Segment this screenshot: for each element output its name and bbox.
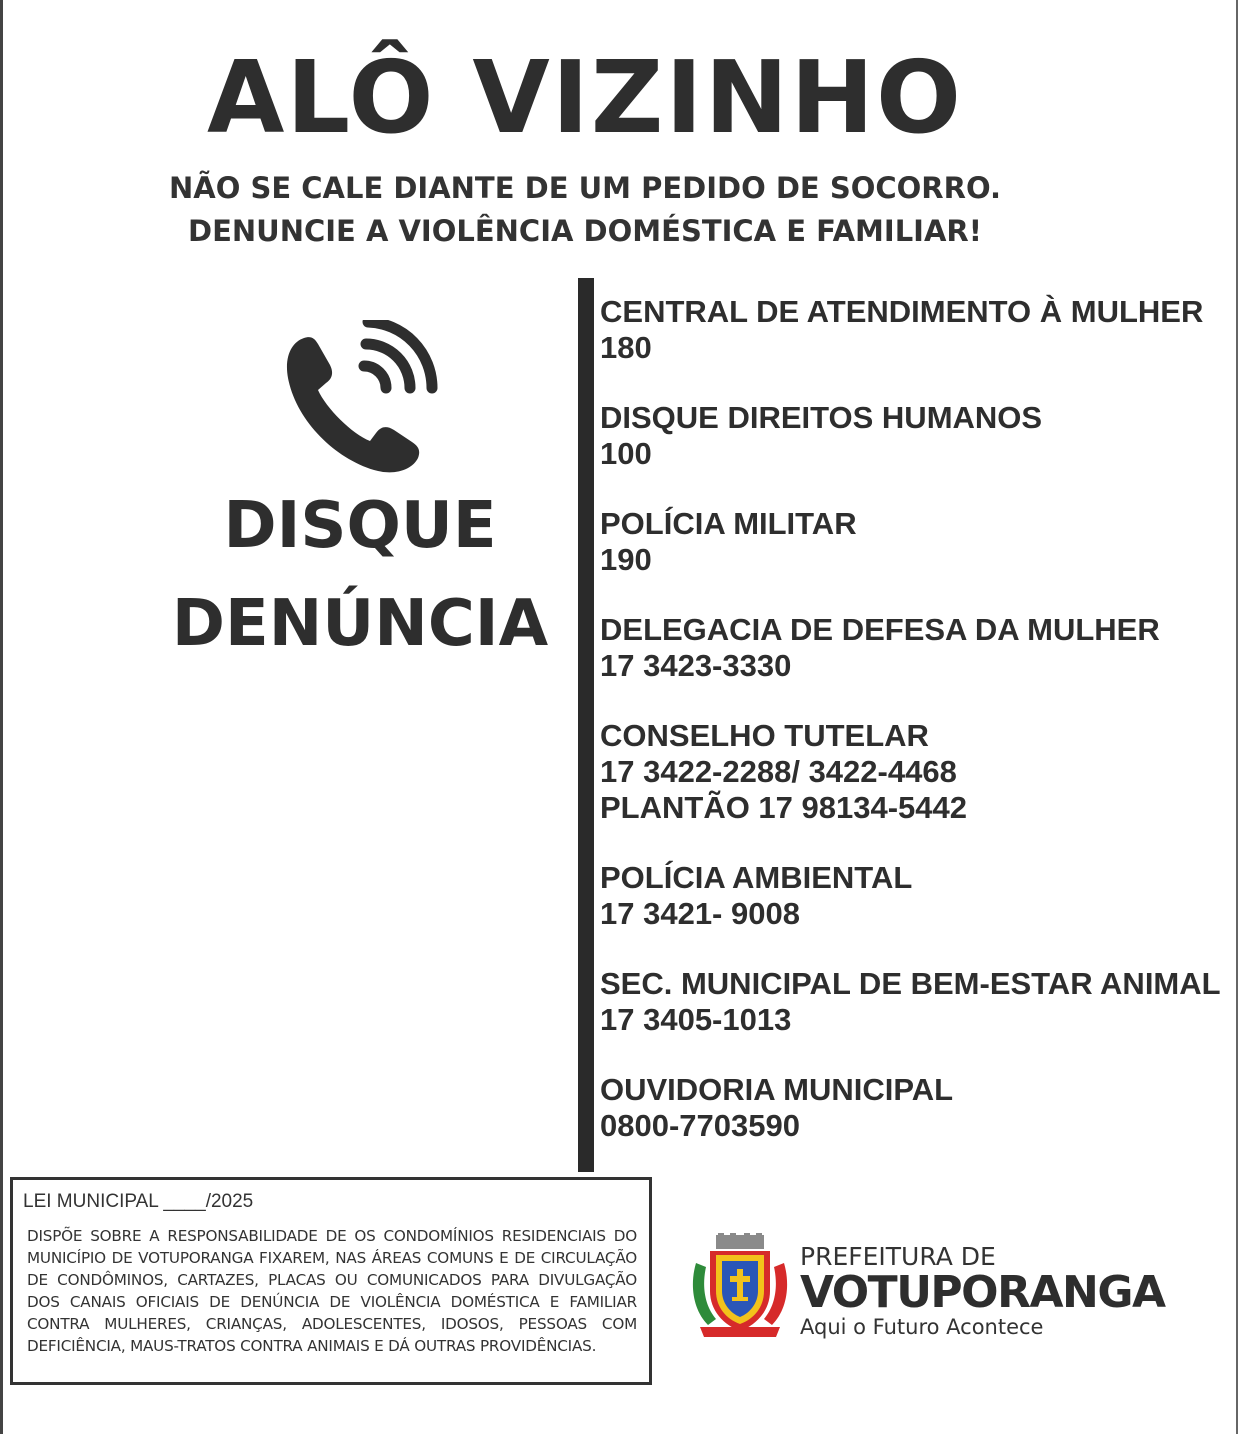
- contact-name: OUVIDORIA MUNICIPAL: [600, 1072, 954, 1107]
- contact-name: POLÍCIA MILITAR: [600, 506, 857, 541]
- contact-item: [600, 400, 1240, 472]
- poster-title: ALÔ VIZINHO: [206, 39, 964, 156]
- page-border-left: [0, 0, 3, 1434]
- brand-block: [800, 1244, 1165, 1338]
- subtitle-line-1: NÃO SE CALE DIANTE DE UM PEDIDO DE SOCORRO.: [168, 171, 1001, 205]
- brand-name: VOTUPORANGA: [800, 1267, 1165, 1318]
- contact-item: [600, 294, 1240, 366]
- phone-icon: [282, 320, 442, 475]
- contact-item: [600, 612, 1240, 684]
- contact-name: CONSELHO TUTELAR: [600, 718, 929, 753]
- subtitle-line-2: DENUNCIE A VIOLÊNCIA DOMÉSTICA E FAMILIAR!: [188, 214, 982, 248]
- brand-tagline: Aqui o Futuro Acontece: [800, 1315, 1044, 1339]
- law-title: LEI MUNICIPAL ____/2025: [23, 1191, 254, 1212]
- contact-number: 17 3422-2288/ 3422-4468: [600, 754, 957, 789]
- contact-number: 100: [600, 436, 652, 471]
- disque-label: DISQUE: [223, 489, 497, 563]
- contact-item: [600, 966, 1240, 1038]
- contact-number: PLANTÃO 17 98134-5442: [600, 790, 968, 825]
- contact-number: 17 3423-3330: [600, 648, 792, 683]
- contact-number: 0800-7703590: [600, 1108, 800, 1143]
- brand-prefix: PREFEITURA DE: [800, 1242, 996, 1271]
- city-crest-icon: [686, 1233, 794, 1341]
- contact-number: 17 3405-1013: [600, 1002, 792, 1037]
- contact-number: 180: [600, 330, 652, 365]
- contact-item: [600, 718, 1240, 826]
- contact-number: 17 3421- 9008: [600, 896, 800, 931]
- contact-item: [600, 1072, 1240, 1144]
- law-box: [10, 1177, 652, 1385]
- law-text: DISPÕE SOBRE A RESPONSABILIDADE DE OS CONDOMÍNIOS RESIDENCIAIS DO MUNICÍPIO DE VOTUPORANGA FIXAREM, NAS ÁREAS COMUNS E DE CIRCULAÇÃO DE CONDÔMINOS, CARTAZES, PLACAS OU COMUNICADOS PARA DIVULGAÇÃO DOS CANAIS OFICIAIS DE DENÚNCIA DE VIOLÊNCIA DOMÉSTICA E FAMILIAR CONTRA MULHERES, CRIANÇAS, ADOLESCENTES, IDOSOS, PESSOAS COM DEFICIÊNCIA, MAUS-TRATOS CONTRA ANIMAIS E DÁ OUTRAS PROVIDÊNCIAS.: [27, 1227, 637, 1355]
- contact-name: DISQUE DIREITOS HUMANOS: [600, 400, 1043, 435]
- contact-name: SEC. MUNICIPAL DE BEM-ESTAR ANIMAL: [600, 966, 1221, 1001]
- vertical-divider: [578, 278, 594, 1172]
- contact-item: [600, 860, 1240, 932]
- contact-number: 190: [600, 542, 652, 577]
- contact-name: DELEGACIA DE DEFESA DA MULHER: [600, 612, 1160, 647]
- contact-name: POLÍCIA AMBIENTAL: [600, 860, 913, 895]
- contact-name: CENTRAL DE ATENDIMENTO À MULHER: [600, 294, 1204, 329]
- contact-list: [600, 294, 1240, 1178]
- contact-item: [600, 506, 1240, 578]
- denuncia-label: DENÚNCIA: [171, 587, 549, 661]
